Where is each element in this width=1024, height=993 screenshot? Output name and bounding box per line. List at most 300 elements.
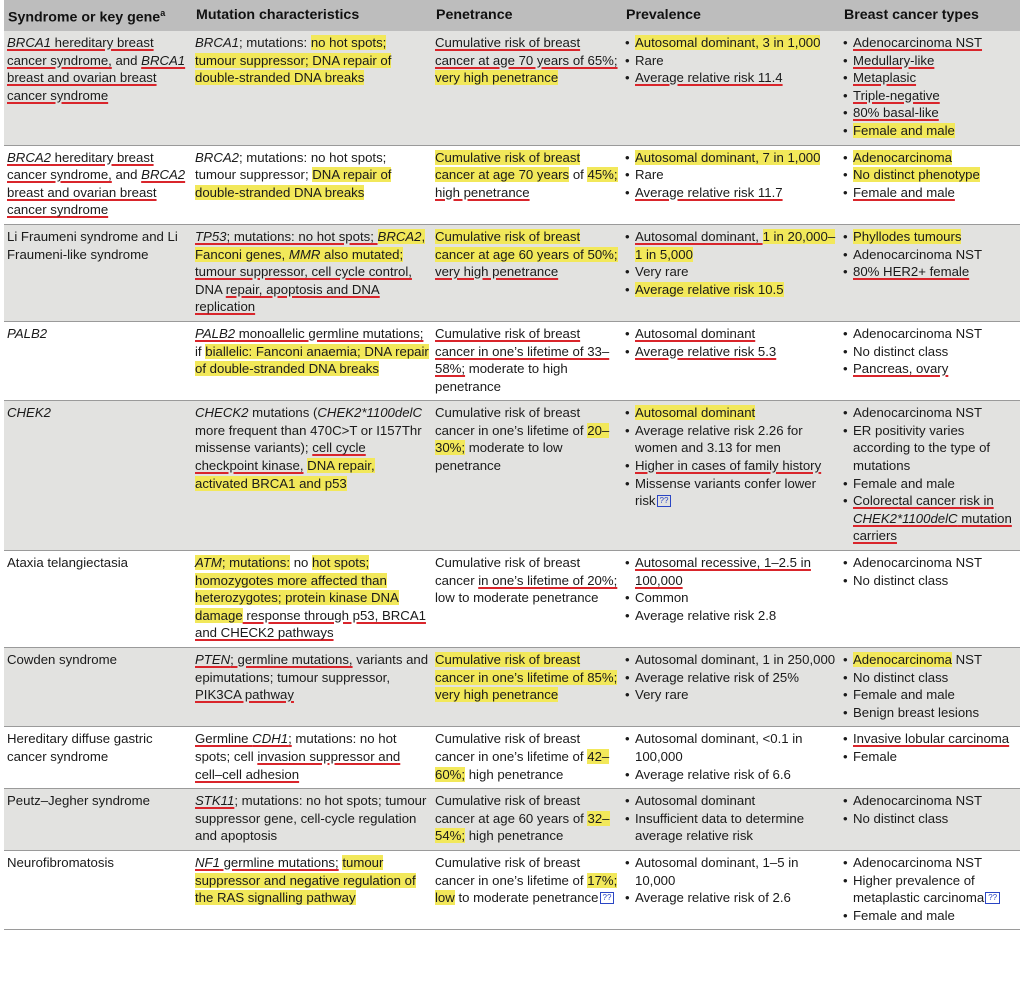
text-run: Cumulative risk of breast cancer at age 60 years of [435, 793, 588, 826]
table-row [4, 401, 1020, 551]
cell-penetrance [432, 31, 622, 145]
list-item [843, 730, 1017, 748]
cell-syndrome [4, 727, 192, 789]
text-run: Adenocarcinoma NST [853, 246, 983, 262]
cell-penetrance [432, 145, 622, 224]
list-item [625, 457, 837, 475]
text-run: Cumulative risk of breast cancer in one’s lifetime of 33–58%; [435, 325, 610, 377]
header-mutation: Mutation characteristics [192, 0, 432, 31]
list-item [625, 281, 837, 299]
cell-text [7, 228, 189, 263]
table-row [4, 648, 1020, 727]
text-run: Li Fraumeni syndrome and Li Fraumeni-like syndrome [7, 228, 178, 262]
text-run: hereditary breast cancer syndrome, [7, 149, 154, 183]
cell-text [7, 554, 189, 572]
cell-penetrance [432, 551, 622, 648]
cell-types [840, 224, 1020, 321]
list-item [625, 792, 837, 810]
cell-types [840, 789, 1020, 851]
text-run: Adenocarcinoma [853, 149, 952, 165]
text-run: TP53 [195, 228, 227, 244]
cell-penetrance [432, 727, 622, 789]
text-run: DNA [195, 281, 226, 297]
list-item [843, 87, 1017, 105]
list-item [843, 69, 1017, 87]
list-item [843, 669, 1017, 687]
cell-penetrance [432, 789, 622, 851]
text-run: Adenocarcinoma NST [853, 793, 983, 809]
text-run: Autosomal dominant [635, 405, 756, 421]
prevalence-list [625, 228, 837, 298]
cell-types [840, 551, 1020, 648]
text-run: BRCA1 [7, 35, 51, 50]
text-run: 45%; [587, 167, 618, 183]
text-run: Invasive lobular carcinoma [853, 731, 1010, 747]
text-run: Very rare [635, 264, 689, 280]
text-run: response through p53, BRCA1 and CHECK2 pathways [195, 607, 426, 641]
cell-text [435, 228, 619, 281]
text-run: Pancreas, ovary [853, 361, 949, 377]
table-row [4, 321, 1020, 400]
text-run: very high penetrance [435, 264, 559, 280]
text-run: Cumulative risk of breast cancer [435, 555, 581, 588]
text-run: germline mutations; [219, 854, 339, 870]
table-body [4, 31, 1020, 930]
text-run: BRCA1 [195, 35, 239, 50]
text-run: Autosomal dominant [635, 325, 756, 341]
text-run: Average relative risk 5.3 [635, 343, 777, 359]
prevalence-list [625, 651, 837, 704]
table-row [4, 727, 1020, 789]
reference-link[interactable]: ?? [657, 495, 672, 507]
list-item [625, 766, 837, 784]
cell-text [195, 404, 429, 492]
list-item [843, 907, 1017, 925]
list-item [843, 704, 1017, 722]
text-run: mutations: no hot spots; cell [195, 731, 397, 764]
list-item [843, 228, 1017, 246]
text-run: tumour suppressor, cell cycle control, [195, 264, 412, 280]
text-run: Adenocarcinoma NST [853, 405, 983, 421]
text-run: Metaplasic [853, 70, 917, 86]
text-run: hot spots; homozygotes more affected than heterozygotes; protein kinase DNA damage [195, 555, 399, 623]
text-run: Benign breast lesions [853, 704, 980, 720]
text-run: Triple-negative [853, 87, 940, 103]
cell-syndrome [4, 31, 192, 145]
text-run: low to moderate penetrance [435, 590, 599, 606]
table-row [4, 850, 1020, 929]
text-run: Average relative risk 2.26 for women and 3.13 for men [635, 422, 803, 456]
text-run: CHECK2 [195, 405, 249, 421]
list-item [625, 475, 837, 510]
text-run: ; germline mutations, [230, 652, 353, 667]
list-item [843, 343, 1017, 361]
text-run: ER positivity varies according to the type of mutations [853, 422, 991, 474]
cell-text [7, 730, 189, 765]
list-item [843, 246, 1017, 264]
text-run: 80% basal-like [853, 105, 939, 121]
list-item [843, 104, 1017, 122]
cell-text [195, 325, 429, 378]
prevalence-list [625, 34, 837, 87]
text-run: Peutz–Jegher syndrome [7, 793, 150, 809]
text-run: MMR [288, 246, 321, 262]
list-item [843, 166, 1017, 184]
cell-mutation [192, 321, 432, 400]
cell-mutation [192, 789, 432, 851]
text-run: ; mutations: no hot spots; [226, 228, 378, 244]
cell-prevalence [622, 727, 840, 789]
text-run: high penetrance [465, 828, 564, 844]
text-run: Average relative risk 11.7 [635, 184, 783, 200]
text-run: Adenocarcinoma NST [853, 325, 983, 341]
list-item [625, 554, 837, 589]
types-list [843, 404, 1017, 545]
types-list [843, 325, 1017, 378]
list-item [843, 360, 1017, 378]
cell-prevalence [622, 551, 840, 648]
text-run: Autosomal dominant, 1 in 250,000 [635, 652, 836, 667]
text-run: breast and ovarian breast cancer syndrome [7, 70, 157, 103]
list-item [625, 730, 837, 765]
text-run: Female and male [853, 907, 955, 923]
prevalence-list [625, 730, 837, 783]
text-run: to moderate penetrance [454, 890, 599, 906]
cell-prevalence [622, 789, 840, 851]
cell-text [195, 228, 429, 316]
cell-types [840, 401, 1020, 551]
text-run: Adenocarcinoma NST [853, 854, 983, 870]
cell-text [7, 149, 189, 219]
list-item [625, 589, 837, 607]
list-item [843, 422, 1017, 475]
cell-syndrome [4, 850, 192, 929]
list-item [843, 810, 1017, 828]
cell-text [195, 149, 429, 202]
text-run: Average relative risk 10.5 [635, 281, 784, 297]
cell-mutation [192, 224, 432, 321]
prevalence-list [625, 404, 837, 510]
cell-text [7, 792, 189, 810]
text-run: CHEK2*1100delC [317, 405, 422, 421]
text-run: high penetrance [435, 184, 530, 200]
text-run: Average relative risk of 6.6 [635, 766, 791, 782]
list-item [625, 422, 837, 457]
cell-text [7, 325, 189, 343]
types-list [843, 228, 1017, 281]
text-run: ATM [195, 555, 222, 571]
text-run: Autosomal dominant, 7 in 1,000 [635, 149, 821, 165]
cell-penetrance [432, 850, 622, 929]
list-item [625, 607, 837, 625]
text-run: moderate to high penetrance [435, 361, 568, 394]
cell-penetrance [432, 321, 622, 400]
cell-text [435, 404, 619, 474]
cell-syndrome [4, 551, 192, 648]
cell-text [7, 854, 189, 872]
list-item [843, 122, 1017, 140]
header-footnote-marker: a [160, 7, 166, 18]
text-run: Cumulative risk of breast cancer in one’s lifetime of 85%; very high penetrance [435, 652, 618, 703]
types-list [843, 34, 1017, 140]
text-run: Autosomal dominant, 1–5 in 10,000 [635, 854, 799, 888]
text-run: ; mutations: no hot spots; tumour suppressor gene, cell-cycle regulation and apoptosis [195, 793, 427, 844]
text-run: Cumulative risk of breast cancer in one’s lifetime of [435, 405, 588, 438]
breast-cancer-syndromes-table [4, 0, 1020, 930]
text-run: CDH1 [252, 731, 289, 747]
text-run: Insufficient data to determine average relative risk [635, 810, 805, 844]
text-run: 42–60%; [435, 748, 610, 782]
text-run: PTEN [195, 652, 231, 667]
text-run: Cumulative risk of breast cancer in one’s lifetime of [435, 731, 588, 764]
cell-syndrome [4, 648, 192, 727]
types-list [843, 792, 1017, 827]
text-run: Female and male [853, 122, 955, 138]
list-item [843, 872, 1017, 907]
text-run: Adenocarcinoma [853, 652, 952, 667]
text-run: variants and epimutations; tumour suppressor, [195, 652, 429, 685]
text-run: DNA repair of double-stranded DNA breaks [195, 167, 392, 200]
list-item [625, 52, 837, 70]
cell-text [7, 404, 189, 422]
text-run: Autosomal dominant, <0.1 in 100,000 [635, 731, 803, 764]
prevalence-list [625, 149, 837, 202]
text-run: hereditary breast cancer syndrome, [7, 35, 154, 68]
text-run: monoallelic germline mutations; [235, 325, 424, 341]
list-item [625, 854, 837, 889]
cell-types [840, 727, 1020, 789]
text-run: Average relative risk of 25% [635, 669, 799, 685]
text-run: Cumulative risk of breast cancer at age 70 years of 65%; [435, 35, 618, 68]
list-item [625, 184, 837, 202]
text-run: mutation carriers [853, 510, 1012, 544]
text-run: Female and male [853, 184, 955, 200]
cell-mutation [192, 145, 432, 224]
text-run: Adenocarcinoma NST [853, 35, 983, 50]
text-run: Autosomal recessive, 1–2.5 in 100,000 [635, 555, 811, 588]
text-run: cell cycle checkpoint kinase, [195, 440, 366, 474]
list-item [843, 572, 1017, 590]
prevalence-list [625, 854, 837, 907]
text-run: CHEK2*1100delC [853, 510, 958, 526]
text-run: BRCA2 [377, 228, 422, 244]
text-run: ; [288, 731, 292, 747]
text-run: No distinct class [853, 669, 949, 685]
list-item [843, 404, 1017, 422]
text-run: Phyllodes tumours [853, 228, 962, 244]
text-run: Ataxia telangiectasia [7, 555, 128, 571]
reference-link[interactable]: ?? [985, 892, 1000, 904]
text-run: tumour suppressor and negative regulation of the RAS signalling pathway [195, 854, 416, 906]
cell-text [435, 792, 619, 845]
cell-text [195, 730, 429, 783]
list-item [843, 748, 1017, 766]
text-run: No distinct phenotype [853, 167, 980, 183]
text-run: , Fanconi genes, [195, 228, 426, 262]
text-run: Rare [635, 52, 664, 68]
prevalence-list [625, 325, 837, 360]
cell-penetrance [432, 401, 622, 551]
text-run: No distinct class [853, 572, 949, 588]
text-run: Average relative risk of 2.6 [635, 890, 791, 906]
text-run: NST [951, 652, 983, 667]
list-item [843, 792, 1017, 810]
cell-text [195, 792, 429, 845]
cell-text [195, 554, 429, 642]
text-run: moderate to low penetrance [435, 440, 563, 474]
text-run: repair, apoptosis and DNA replication [195, 281, 380, 315]
cell-prevalence [622, 321, 840, 400]
text-run: and [111, 52, 142, 68]
text-run: Cumulative risk of breast cancer in one’s lifetime of [435, 854, 588, 888]
text-run: ; mutations: [238, 35, 311, 50]
cell-types [840, 850, 1020, 929]
cell-types [840, 648, 1020, 727]
cell-text [195, 651, 429, 704]
cell-text [435, 325, 619, 395]
types-list [843, 730, 1017, 765]
text-run: STK11 [195, 793, 235, 809]
list-item [843, 325, 1017, 343]
text-run: CHEK2 [7, 405, 51, 421]
text-run: 32–54%; [435, 810, 610, 844]
list-item [843, 554, 1017, 572]
list-item [625, 69, 837, 87]
header-syndrome [4, 0, 192, 31]
cell-mutation [192, 648, 432, 727]
list-item [625, 166, 837, 184]
cell-prevalence [622, 850, 840, 929]
text-run: Missense variants confer lower risk [635, 475, 817, 509]
text-run: and [111, 167, 142, 183]
prevalence-list [625, 792, 837, 845]
reference-link[interactable]: ?? [600, 892, 615, 904]
text-run: No distinct class [853, 810, 949, 826]
text-run: NF1 [195, 854, 220, 870]
text-run: Rare [635, 167, 664, 183]
text-run: PALB2 [195, 325, 236, 341]
list-item [625, 404, 837, 422]
list-item [625, 810, 837, 845]
list-item [625, 343, 837, 361]
list-item [625, 889, 837, 907]
text-run: PIK3CA pathway [195, 687, 294, 703]
cell-prevalence [622, 224, 840, 321]
list-item [625, 228, 837, 263]
text-run: high penetrance [465, 766, 564, 782]
text-run: 20–30%; [435, 422, 610, 456]
text-run: Female and male [853, 687, 955, 703]
text-run: of [569, 167, 588, 183]
types-list [843, 554, 1017, 589]
text-run: ; mutations: [221, 555, 291, 571]
header-breast-cancer-types: Breast cancer types [840, 0, 1020, 31]
text-run: if [195, 343, 206, 359]
text-run: BRCA2 [7, 149, 51, 165]
table-row [4, 31, 1020, 145]
text-run: ; mutations: no hot spots; tumour suppressor; [195, 149, 387, 183]
list-item [843, 263, 1017, 281]
text-run: 1 in 20,000–1 in 5,000 [635, 228, 836, 262]
list-item [843, 149, 1017, 167]
cell-mutation [192, 850, 432, 929]
text-run: Colorectal cancer risk in [853, 493, 994, 509]
list-item [625, 651, 837, 669]
list-item [625, 686, 837, 704]
text-run: Germline [195, 731, 253, 747]
table-header [4, 0, 1020, 31]
cell-syndrome [4, 789, 192, 851]
text-run: Autosomal dominant, [635, 228, 763, 244]
text-run: biallelic: Fanconi anaemia; DNA repair of double-stranded DNA breaks [195, 343, 429, 377]
cell-mutation [192, 401, 432, 551]
list-item [843, 475, 1017, 493]
text-run: Female [853, 748, 897, 764]
cell-text [7, 34, 189, 104]
table-row [4, 224, 1020, 321]
cell-syndrome [4, 145, 192, 224]
types-list [843, 651, 1017, 721]
text-run: 80% HER2+ female [853, 264, 970, 280]
text-run: No distinct class [853, 343, 949, 359]
cell-syndrome [4, 224, 192, 321]
text-run: Very rare [635, 687, 689, 703]
text-run: invasion suppressor and cell–cell adhesion [195, 748, 401, 782]
list-item [843, 184, 1017, 202]
text-run: Female and male [853, 475, 955, 491]
text-run: no hot spots; tumour suppressor; DNA repair of double-stranded DNA breaks [195, 35, 392, 86]
text-run: Hereditary diffuse gastric cancer syndrome [7, 731, 153, 764]
cell-text [435, 854, 619, 907]
text-run: mutations ( [248, 405, 318, 421]
cell-text [195, 854, 429, 907]
cell-text [7, 651, 189, 669]
cell-prevalence [622, 145, 840, 224]
text-run: BRCA1 [141, 52, 186, 68]
cell-text [195, 34, 429, 87]
cell-prevalence [622, 648, 840, 727]
text-run: Medullary-like [853, 52, 935, 68]
text-run: Common [635, 590, 689, 606]
text-run: Cowden syndrome [7, 652, 117, 667]
cell-syndrome [4, 401, 192, 551]
text-run: DNA repair, activated BRCA1 and p53 [195, 458, 375, 491]
cell-text [435, 554, 619, 607]
text-run: very high penetrance [435, 70, 559, 86]
header-prevalence: Prevalence [622, 0, 840, 31]
cell-penetrance [432, 224, 622, 321]
cell-text [435, 34, 619, 87]
list-item [625, 263, 837, 281]
header-syndrome-label: Syndrome or key gene [8, 9, 161, 26]
text-run: more frequent than 470C>T or I157Thr missense variants); [195, 422, 422, 456]
cell-text [435, 149, 619, 202]
table-row [4, 551, 1020, 648]
cell-text [435, 651, 619, 704]
text-run: Higher prevalence of metaplastic carcinoma [853, 872, 985, 906]
text-run: Average relative risk 11.4 [635, 70, 783, 86]
text-run: Adenocarcinoma NST [853, 555, 983, 571]
list-item [843, 52, 1017, 70]
types-list [843, 854, 1017, 924]
table-row [4, 145, 1020, 224]
list-item [843, 686, 1017, 704]
text-run: BRCA2 [141, 167, 186, 183]
list-item [625, 34, 837, 52]
text-run: Average relative risk 2.8 [635, 607, 777, 623]
list-item [843, 651, 1017, 669]
cell-mutation [192, 551, 432, 648]
